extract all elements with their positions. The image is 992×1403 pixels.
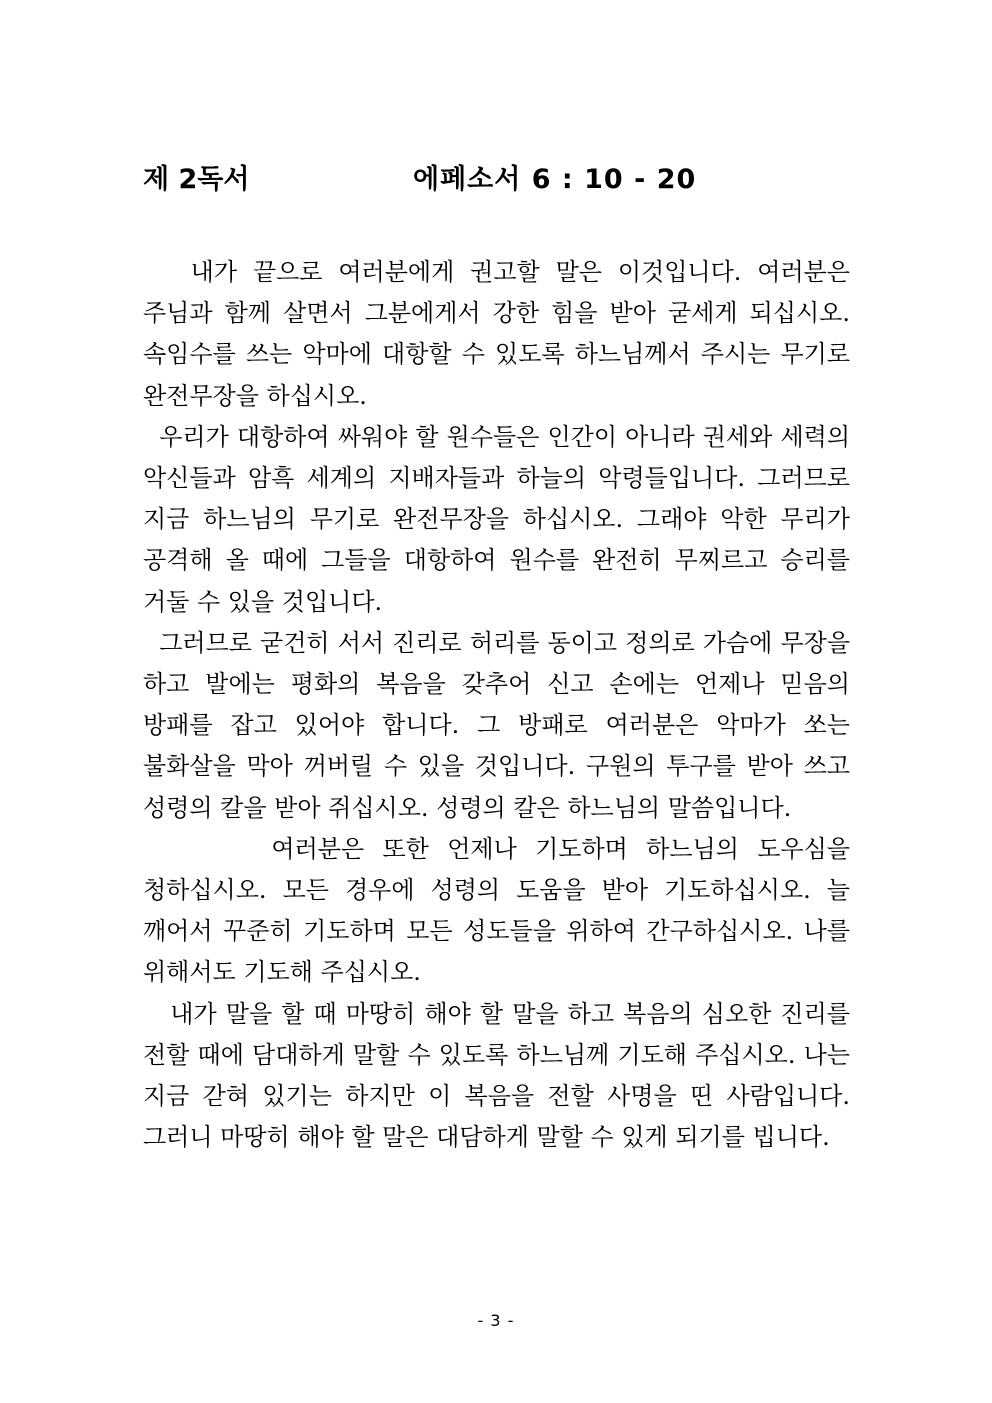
page-number: - 3 -: [477, 1311, 515, 1330]
paragraph-3: 그러므로 굳건히 서서 진리로 허리를 동이고 정의로 가슴에 무장을 하고 발에는 평화의 복음을 갖추어 신고 손에는 언제나 믿음의 방패를 잡고 있어야 합니다. 그 방패로 여러분은 악마가 쏘는 불화살을 막아 꺼버릴 수 있을 것입니다. 구원의 투구를 받아 쓰고 성령의 칼을 받아 쥐십시오. 성령의 칼은 하느님의 말씀입니다.: [143, 628, 858, 822]
reading-body: [143, 252, 858, 1158]
paragraph-5: 내가 말을 할 때 마땅히 해야 할 말을 하고 복음의 심오한 진리를 전할 때에 담대하게 말할 수 있도록 하느님께 기도해 주십시오. 나는 지금 갇혀 있기는 하지만 이 복음을 전할 사명을 띤 사람입니다. 그러니 마땅히 해야 할 말은 대담하게 말할 수 있게 되기를 빕니다.: [143, 999, 858, 1152]
paragraph-2: 우리가 대항하여 싸워야 할 원수들은 인간이 아니라 권세와 세력의 악신들과 암흑 세계의 지배자들과 하늘의 악령들입니다. 그러므로 지금 하느님의 무기로 완전무장을 하십시오. 그래야 악한 무리가 공격해 올 때에 그들을 대항하여 원수를 완전히 무찌르고 승리를 거둘 수 있을 것입니다.: [143, 422, 858, 616]
paragraph-4: 여러분은 또한 언제나 기도하며 하느님의 도우심을 청하십시오. 모든 경우에 성령의 도움을 받아 기도하십시오. 늘 깨어서 꾸준히 기도하며 모든 성도들을 위하여 간구하십시오. 나를 위해서도 기도해 주십시오.: [143, 834, 858, 987]
reading-label: 제 2독서: [143, 164, 250, 195]
paragraph-1: 내가 끝으로 여러분에게 권고할 말은 이것입니다. 여러분은 주님과 함께 살면서 그분에게서 강한 힘을 받아 굳세게 되십시오. 속임수를 쓰는 악마에 대항할 수 있도록 하느님께서 주시는 무기로 완전무장을 하십시오.: [143, 258, 858, 410]
scripture-reference: 에페소서 6 : 10 - 20: [413, 164, 697, 195]
reading-heading: [143, 160, 853, 200]
